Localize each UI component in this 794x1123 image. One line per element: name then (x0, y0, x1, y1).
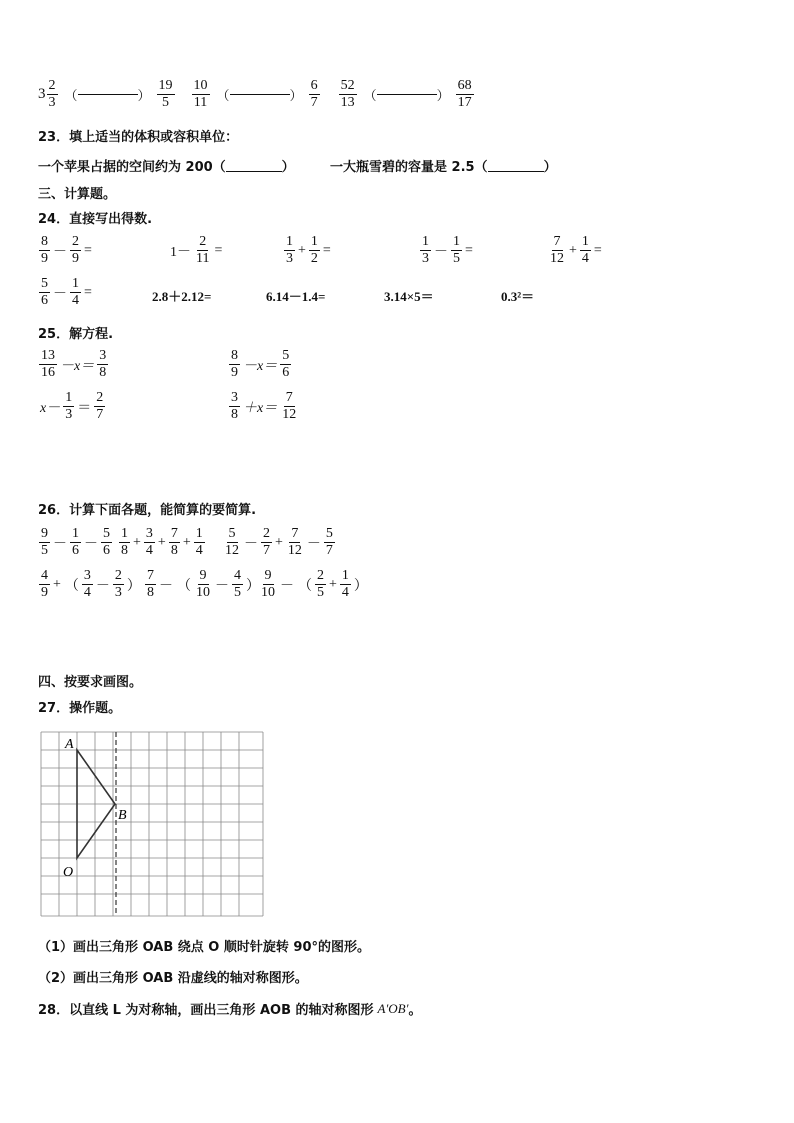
q27-part-1: （1）画出三角形 OAB 绕点 O 顺时针旋转 90°的图形。 (38, 940, 370, 955)
q24-item: 2.8＋2.12= (152, 289, 212, 304)
fraction: $\frac{19}{5}$ (158, 78, 173, 110)
label-o: O (63, 865, 74, 880)
q23-title: 23．填上适当的体积或容积单位： (38, 130, 239, 145)
mixed-whole: 3 (38, 86, 46, 102)
expression: $\frac{5}{12}$ － $\frac{2}{7}$ + $\frac{7}{12}$ － $\frac{5}{7}$ (225, 526, 333, 558)
answer-blank[interactable] (488, 159, 544, 172)
expression: $\frac{1}{8}$ + $\frac{3}{4}$ + $\frac{7}{8}$ + $\frac{1}{4}$ (121, 526, 203, 558)
equation: $\frac{3}{8}$ ＋x＝ $\frac{7}{12}$ (231, 390, 297, 422)
q28-text: 28．以直线 L 为对称轴，画出三角形 AOB 的轴对称图形 A′OB′ 。 (38, 1000, 422, 1018)
label-b: B (118, 808, 127, 823)
q24-item: 6.14－1.4= (266, 289, 326, 304)
q22-fraction-row: 3 $\frac{2}{3}$ （ ） $\frac{19}{5}$ $\frac{10}{11}$ （ ） $\frac{6}{7}$ $\frac{52}{13}$ （ ） $\frac{68}{17}$ (38, 78, 472, 110)
q24-item: $\frac{7}{12}$ + $\frac{1}{4}$ = (550, 234, 602, 266)
equation: $\frac{8}{9}$ －x＝ $\frac{5}{6}$ (231, 348, 290, 380)
fraction: $\frac{2}{3}$ (48, 78, 56, 110)
equation: $\frac{13}{16}$ －x＝ $\frac{3}{8}$ (41, 348, 107, 380)
fraction: $\frac{68}{17}$ (457, 78, 472, 110)
q27-title: 27．操作题。 (38, 701, 122, 716)
math-label: A′OB′ (377, 1000, 409, 1016)
q24-item: $\frac{8}{9}$ － $\frac{2}{9}$ = (41, 234, 92, 266)
expression: $\frac{9}{5}$ － $\frac{1}{6}$ － $\frac{5}{6}$ (41, 526, 110, 558)
answer-blank[interactable] (226, 159, 282, 172)
fraction: $\frac{10}{11}$ (193, 78, 208, 110)
answer-blank[interactable] (230, 94, 290, 95)
q27-part-2: （2）画出三角形 OAB 沿虚线的轴对称图形。 (38, 971, 308, 986)
q24-item: $\frac{5}{6}$ － $\frac{1}{4}$ = (41, 276, 92, 308)
equation: x－ $\frac{1}{3}$ ＝ $\frac{2}{7}$ (40, 390, 104, 422)
q25-title: 25．解方程. (38, 327, 114, 342)
q24-item: $\frac{1}{3}$ + $\frac{1}{2}$ = (286, 234, 331, 266)
expression: $\frac{7}{8}$ － （ $\frac{9}{10}$ － $\frac{4}{5}$ ） (147, 568, 260, 600)
fraction: $\frac{6}{7}$ (310, 78, 318, 110)
q24-item: $\frac{1}{3}$ － $\frac{1}{5}$ = (422, 234, 473, 266)
grid-lines (41, 732, 263, 916)
q24-item: 1－ $\frac{2}{11}$ = (170, 234, 223, 266)
q24-item: 3.14×5＝ (384, 289, 434, 304)
q23-part-b: 一大瓶雪碧的容量是 2.5（ ） (330, 160, 557, 175)
expression: $\frac{4}{9}$ + （ $\frac{3}{4}$ － $\frac{2}{3}$ ） (41, 568, 141, 600)
fraction: $\frac{52}{13}$ (340, 78, 355, 110)
grid-figure (40, 731, 266, 919)
q24-title: 24．直接写出得数. (38, 212, 153, 227)
section-heading: 四、按要求画图。 (38, 675, 143, 690)
answer-blank[interactable] (377, 94, 437, 95)
label-a: A (65, 737, 74, 752)
answer-blank[interactable] (78, 94, 138, 95)
q24-item: 0.3²＝ (501, 289, 535, 304)
section-heading: 三、计算题。 (38, 187, 117, 202)
expression: $\frac{9}{10}$ － （ $\frac{2}{5}$ + $\frac{1}{4}$ ） (261, 568, 368, 600)
q23-part-a: 一个苹果占据的空间约为 200（ ） (38, 160, 295, 175)
q26-title: 26．计算下面各题，能简算的要简算. (38, 503, 257, 518)
